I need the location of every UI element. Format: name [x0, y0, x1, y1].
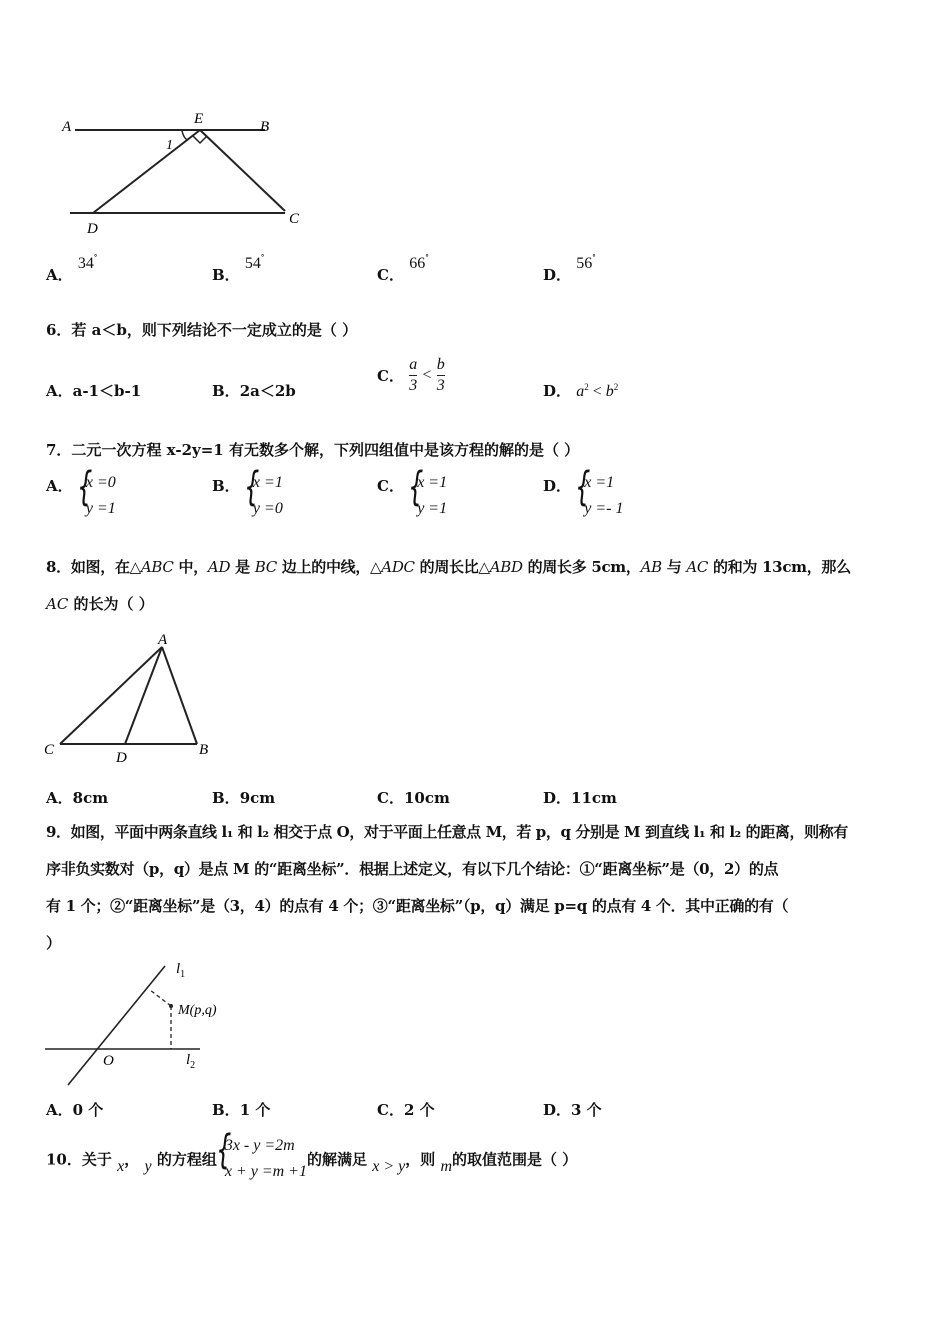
- label-a: A: [158, 632, 168, 648]
- q9-stem-line-3: 有 1 个；②“距离坐标”是（3，4）的点有 4 个；③“距离坐标”（p，q）满足 p=q 的点有 4 个．其中正确的有（: [46, 897, 789, 915]
- var-b: b: [605, 383, 614, 400]
- label-d: D: [87, 221, 98, 237]
- math-ad: AD: [207, 558, 231, 576]
- text: 的长为（ ）: [68, 595, 154, 613]
- option-letter: B．: [212, 382, 240, 400]
- q8-option-c[interactable]: [377, 787, 450, 808]
- q8-option-d[interactable]: [543, 787, 617, 808]
- label-a: A: [62, 119, 72, 135]
- math-abd: ABD: [489, 558, 523, 576]
- math-ac: AC: [686, 558, 709, 576]
- denominator: 3: [409, 377, 418, 394]
- label-b: B: [260, 119, 270, 135]
- q6-stem: 6．若 a＜b，则下列结论不一定成立的是（ ）: [46, 321, 358, 339]
- q5-option-d[interactable]: [543, 253, 596, 285]
- fraction-b-over-3: [437, 355, 445, 396]
- option-value: 54: [244, 255, 261, 272]
- option-text: a-1＜b-1: [72, 382, 142, 400]
- math-abc: ABC: [140, 558, 174, 576]
- segment-ca: [60, 647, 162, 744]
- option-letter: C．: [377, 367, 404, 385]
- q5-option-a[interactable]: [46, 253, 98, 285]
- degree-mark: °: [93, 253, 98, 262]
- option-letter: A．: [46, 266, 73, 284]
- q8-stem-line-1: [46, 556, 851, 577]
- option-text: 9cm: [239, 789, 276, 807]
- point-m: [169, 1004, 173, 1008]
- option-text: 3 个: [571, 1101, 602, 1119]
- label-b: B: [199, 742, 209, 758]
- q9-figure: [40, 958, 240, 1088]
- text: 的周长多 5cm，: [522, 558, 641, 576]
- right-angle-mark: [193, 136, 207, 143]
- text: 10．关于: [46, 1150, 112, 1169]
- text: 的周长比△: [414, 558, 490, 576]
- q7-option-c[interactable]: [377, 470, 447, 522]
- line-1: { x =1: [252, 474, 283, 491]
- line-1: { 3x - y =2m: [224, 1137, 295, 1154]
- segment-ec: [200, 130, 285, 211]
- math-bc: BC: [254, 558, 277, 576]
- text: 的解满足: [306, 1150, 367, 1169]
- q7-option-b[interactable]: [212, 470, 283, 522]
- q7-option-d[interactable]: [543, 470, 623, 522]
- option-value: 56: [576, 255, 593, 272]
- line-2: y =- 1: [584, 500, 624, 517]
- q9-stem-line-4: ）: [46, 934, 62, 952]
- segment-ab: [162, 647, 197, 744]
- text: ，: [124, 1150, 140, 1169]
- less-than: <: [588, 383, 606, 400]
- exponent: 2: [584, 382, 589, 392]
- q8-option-a[interactable]: [46, 787, 108, 808]
- option-letter: C．: [377, 1101, 404, 1119]
- label-c: C: [44, 742, 55, 758]
- q8-figure: [40, 632, 225, 767]
- q9-option-d[interactable]: [543, 1099, 602, 1120]
- numerator: a: [409, 355, 417, 376]
- line-2: y =1: [85, 500, 116, 517]
- perpendicular-to-l1: [150, 990, 171, 1006]
- q8-option-b[interactable]: [212, 787, 275, 808]
- option-letter: D．: [543, 477, 572, 495]
- exponent: 2: [613, 382, 619, 392]
- segment-ad: [125, 647, 162, 744]
- line-1: { x =0: [85, 474, 116, 491]
- option-value: 66: [409, 255, 426, 272]
- text: 的和为 13cm，那么: [708, 558, 851, 576]
- var-m: m: [440, 1158, 453, 1175]
- equation-system: [576, 470, 623, 522]
- q6-option-b[interactable]: [212, 380, 296, 401]
- option-letter: A．: [46, 789, 73, 807]
- q5-figure: [60, 105, 320, 240]
- option-value: 34: [77, 255, 94, 272]
- math-ac: AC: [46, 595, 69, 613]
- option-letter: D．: [543, 266, 572, 284]
- fraction-a-over-3: [409, 355, 417, 396]
- line-1: { x =1: [584, 474, 615, 491]
- degree-mark: °: [592, 253, 596, 262]
- q6-option-d[interactable]: [543, 380, 618, 401]
- option-letter: B．: [212, 477, 240, 495]
- label-l1: $l_1$: [176, 961, 186, 980]
- q9-option-c[interactable]: [377, 1099, 435, 1120]
- option-text: 1 个: [239, 1101, 271, 1119]
- q9-stem-line-2: 序非负实数对（p，q）是点 M 的“距离坐标”．根据上述定义，有以下几个结论：①“距离坐标”是（0，2）的点: [46, 860, 779, 878]
- q9-stem-line-1: 9．如图，平面中两条直线 l₁ 和 l₂ 相交于点 O，对于平面上任意点 M，若 p，q 分别是 M 到直线 l₁ 和 l₂ 的距离，则称有: [46, 823, 848, 841]
- var-x: x: [117, 1158, 125, 1175]
- numerator: b: [437, 355, 445, 376]
- option-letter: D．: [543, 382, 572, 400]
- label-1: 1: [166, 138, 173, 153]
- q6-option-a[interactable]: [46, 380, 141, 401]
- text: 与: [661, 558, 687, 576]
- option-text: 8cm: [72, 789, 109, 807]
- text: 是: [230, 558, 255, 576]
- line-1: { x =1: [417, 474, 448, 491]
- text: 中，: [173, 558, 208, 576]
- text: 边上的中线，△: [276, 558, 382, 576]
- option-text: 11cm: [571, 789, 617, 807]
- option-letter: C．: [377, 789, 404, 807]
- label-o: O: [103, 1053, 114, 1069]
- equation-system: [78, 470, 116, 522]
- segment-ed: [93, 130, 200, 213]
- label-e: E: [194, 111, 204, 127]
- option-text: 2 个: [403, 1101, 435, 1119]
- line-2: y =1: [417, 500, 448, 517]
- q10-stem: [46, 1133, 577, 1185]
- option-letter: A．: [46, 382, 73, 400]
- less-than: <: [422, 366, 432, 384]
- var-a: a: [576, 383, 585, 400]
- q7-option-a[interactable]: [46, 470, 116, 522]
- option-letter: C．: [377, 477, 404, 495]
- angle-1-arc: [182, 131, 188, 140]
- text: 8．如图，在△: [46, 558, 141, 576]
- q5-option-c[interactable]: [377, 253, 429, 285]
- q7-stem: 7．二元一次方程 x-2y=1 有无数多个解，下列四组值中是该方程的解的是（ ）: [46, 441, 580, 459]
- line-2: y =0: [252, 500, 283, 517]
- text: 的取值范围是（ ）: [452, 1150, 578, 1169]
- text: ，则: [405, 1150, 436, 1169]
- option-letter: C．: [377, 266, 404, 284]
- label-c: C: [289, 211, 300, 227]
- condition: x > y: [372, 1158, 406, 1175]
- text: 的方程组: [156, 1150, 217, 1169]
- q9-option-a[interactable]: [46, 1099, 103, 1120]
- degree-mark: °: [260, 253, 265, 262]
- option-letter: B．: [212, 266, 240, 284]
- option-letter: B．: [212, 789, 240, 807]
- math-adc: ADC: [381, 558, 415, 576]
- label-l2: $l_2$: [186, 1052, 196, 1071]
- option-letter: B．: [212, 1101, 240, 1119]
- option-letter: D．: [543, 789, 572, 807]
- option-text: 10cm: [403, 789, 450, 807]
- degree-mark: °: [425, 253, 429, 262]
- q6-option-c[interactable]: [377, 355, 445, 396]
- equation-system: [245, 470, 283, 522]
- math-ab: AB: [640, 558, 662, 576]
- option-text: 2a＜2b: [239, 382, 296, 400]
- q9-option-b[interactable]: [212, 1099, 270, 1120]
- var-y: y: [144, 1158, 152, 1175]
- option-letter: D．: [543, 1101, 572, 1119]
- label-d: D: [116, 750, 127, 766]
- line-l1: [68, 966, 165, 1085]
- option-text: 0 个: [72, 1101, 104, 1119]
- equation-system: [217, 1133, 307, 1185]
- option-letter: A．: [46, 477, 73, 495]
- q5-option-b[interactable]: [212, 253, 265, 285]
- line-2: x + y =m +1: [224, 1163, 307, 1180]
- equation-system: [409, 470, 447, 522]
- option-letter: A．: [46, 1101, 73, 1119]
- denominator: 3: [436, 377, 445, 394]
- q8-stem-line-2: [46, 593, 154, 614]
- label-m: M(p,q): [178, 1003, 217, 1018]
